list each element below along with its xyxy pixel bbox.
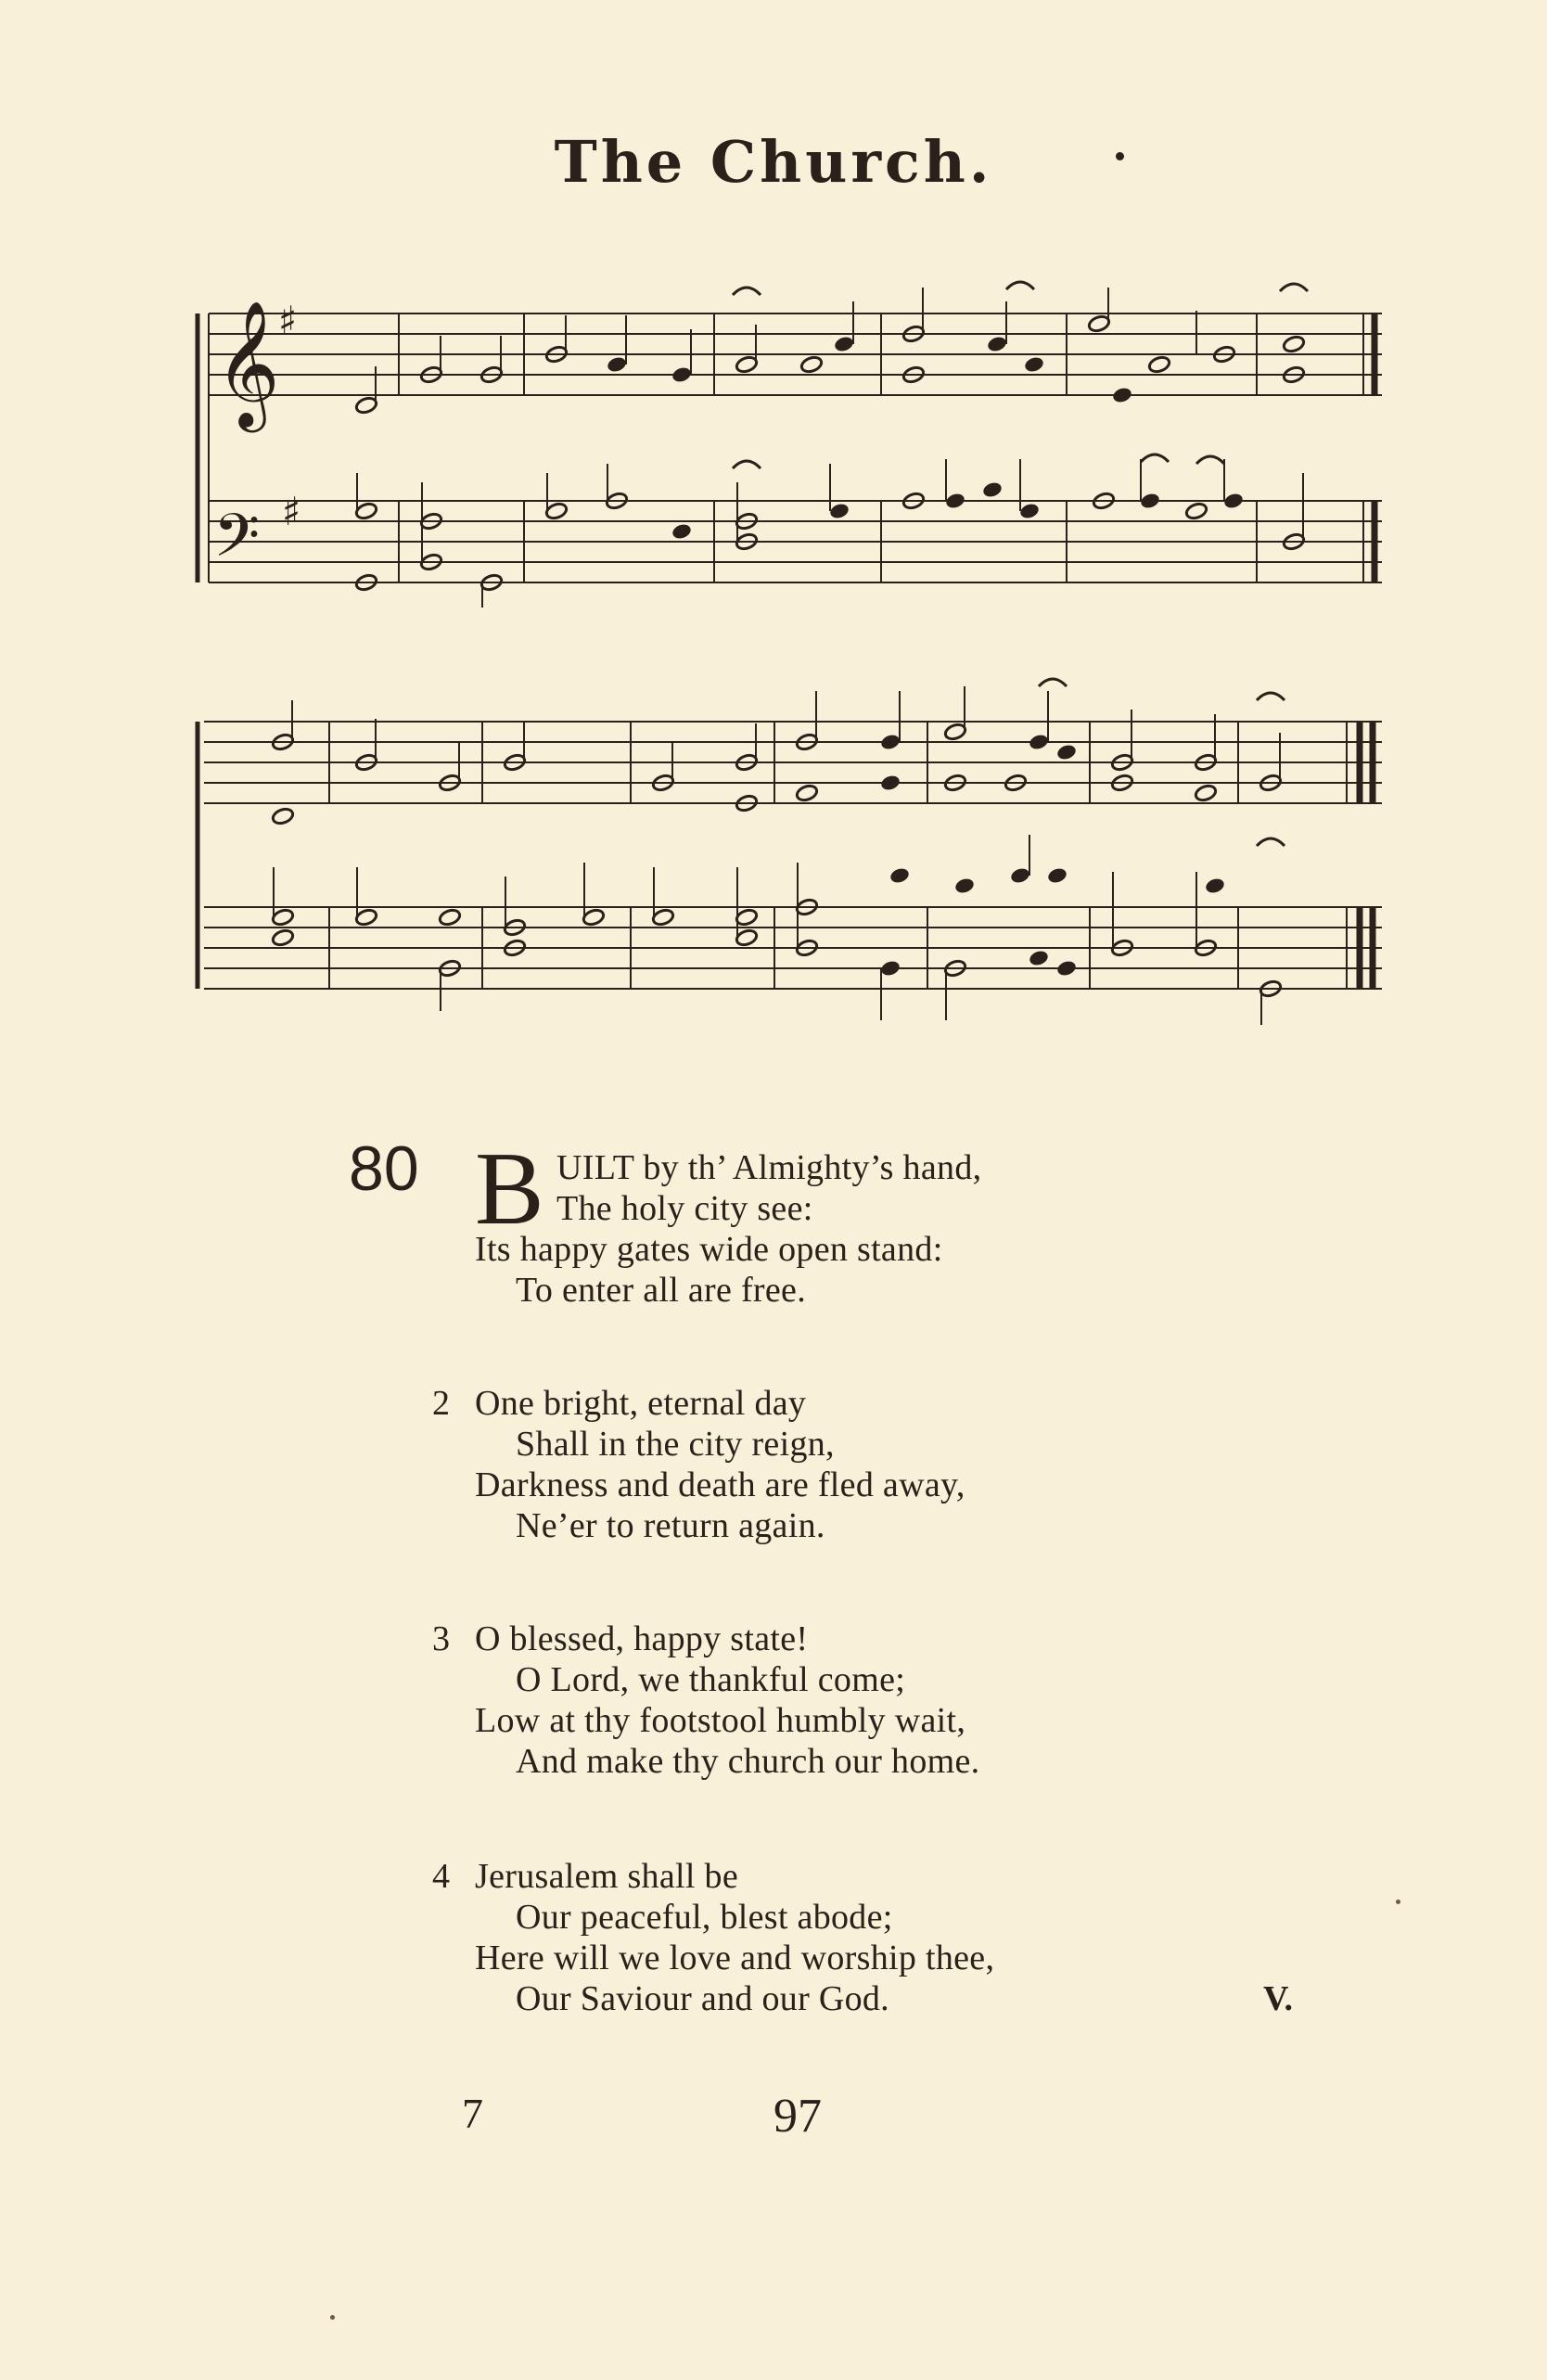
stanza-2-line-4: Ne’er to return again. — [516, 1506, 825, 1545]
stanza-3-line-2: O Lord, we thankful come; — [516, 1660, 906, 1699]
key-sharp-bass-1: ♯ — [282, 489, 301, 534]
stanza-4-line-3: Here will we love and worship thee, — [475, 1939, 995, 1977]
hymn-number: 80 — [349, 1133, 419, 1204]
stanza-2-number: 2 — [432, 1384, 450, 1423]
staff-lines-bass-2 — [204, 907, 1382, 989]
notes-2 — [271, 723, 1282, 999]
signature-mark: 7 — [462, 2090, 483, 2137]
stanza-2-line-2: Shall in the city reign, — [516, 1425, 835, 1464]
stanza-2-line-1: One bright, eternal day — [475, 1384, 807, 1423]
stanza-1-line-1: UILT by th’ Almighty’s hand, — [556, 1148, 982, 1187]
filled-notes-2 — [879, 733, 1226, 978]
page-number: 97 — [774, 2090, 822, 2143]
key-sharp-treble-1: ♯ — [278, 298, 298, 343]
tune-letter: V. — [1263, 1979, 1294, 2018]
page-title: The Church. — [554, 128, 993, 196]
stanza-4-line-4: Our Saviour and our God. — [516, 1979, 889, 2018]
notes-1 — [354, 314, 1305, 593]
staff-lines-treble-1 — [209, 313, 1382, 395]
stanza-3-line-1: O blessed, happy state! — [475, 1619, 809, 1658]
music-score — [0, 0, 1547, 1039]
stanza-3-number: 3 — [432, 1619, 450, 1658]
stanza-2-line-3: Darkness and death are fled away, — [475, 1465, 965, 1504]
stanza-4-line-2: Our peaceful, blest abode; — [516, 1898, 893, 1937]
music-system-2 — [198, 679, 1382, 1025]
stanza-1-line-3: Its happy gates wide open stand: — [475, 1230, 943, 1269]
treble-clef-1: 𝄞 — [215, 299, 280, 427]
paper-speck — [1396, 1900, 1400, 1904]
stanza-1-line-2: The holy city see: — [556, 1189, 813, 1228]
drop-cap: B — [475, 1132, 544, 1247]
paper-speck — [330, 2315, 335, 2320]
stanza-3-line-3: Low at thy footstool humbly wait, — [475, 1701, 966, 1740]
stanza-4-line-1: Jerusalem shall be — [475, 1857, 738, 1896]
stanza-1-line-4: To enter all are free. — [516, 1271, 807, 1310]
stems-1 — [357, 288, 1303, 608]
staff-lines-treble-2 — [204, 722, 1382, 803]
music-system-1 — [198, 282, 1382, 608]
bass-clef-1: 𝄢 — [213, 502, 261, 585]
stanza-4-number: 4 — [432, 1857, 450, 1896]
stanza-3-line-4: And make thy church our home. — [516, 1742, 980, 1781]
stems-2 — [274, 686, 1280, 1025]
